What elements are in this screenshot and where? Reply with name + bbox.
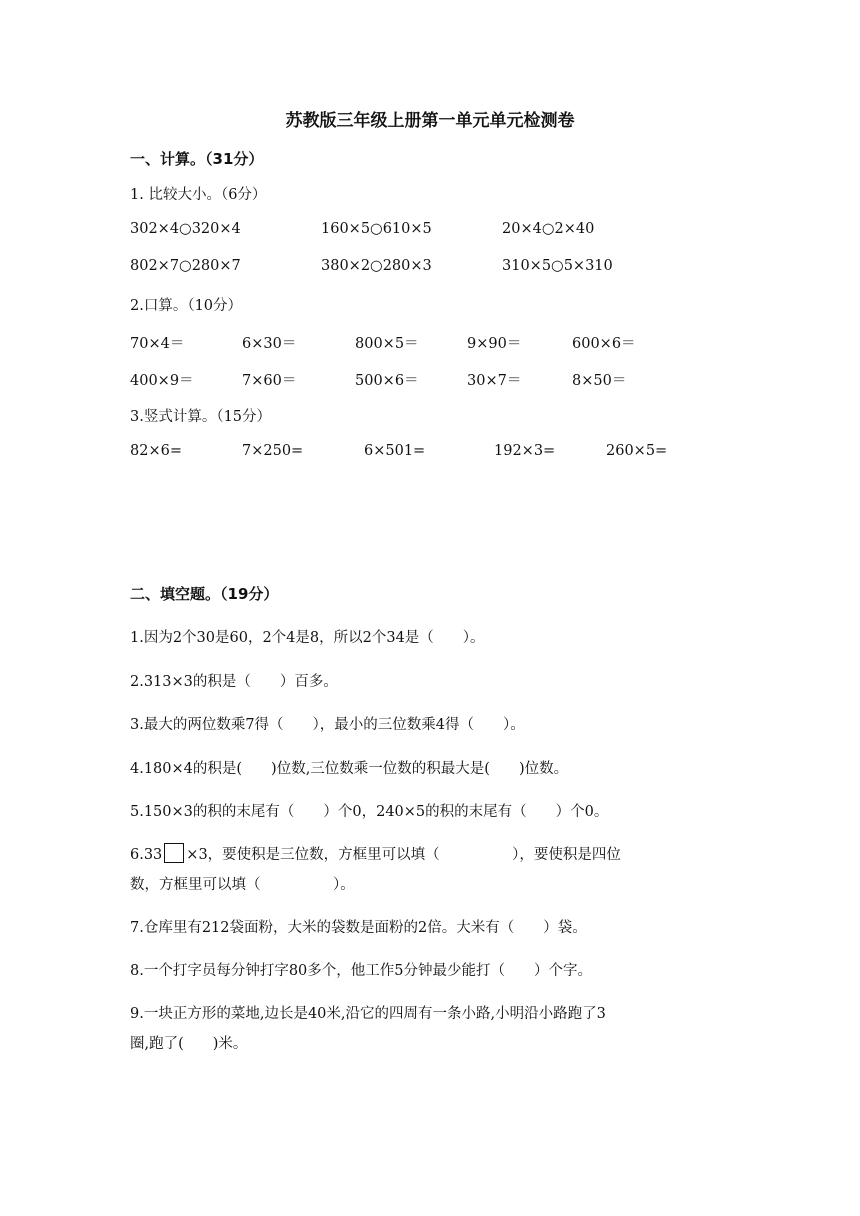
compare-item: 310×5○5×310 [502, 258, 613, 274]
fill-item-5: 5.150×3的积的末尾有（ ）个0，240×5的积的末尾有（ ）个0。 [130, 804, 609, 820]
vertical-calc-item: 82×6= [130, 443, 182, 459]
answer-box [164, 843, 184, 863]
compare-item: 802×7○280×7 [130, 258, 241, 274]
section1-heading: 一、计算。（31分） [130, 150, 264, 168]
fill-item-2: 2.313×3的积是（ ）百多。 [130, 674, 338, 690]
fill-item-6-rest: ×3，要使积是三位数，方框里可以填（ ），要使积是四位 [186, 847, 621, 863]
section2-heading: 二、填空题。（19分） [130, 585, 279, 603]
compare-item: 302×4○320×4 [130, 221, 241, 237]
fill-item-6-line2: 数，方框里可以填（ ）。 [130, 877, 355, 893]
vertical-calc-item: 7×250= [242, 443, 304, 459]
compare-item: 160×5○610×5 [321, 221, 432, 237]
mental-item: 400×9＝ [130, 373, 194, 389]
vertical-calc-item: 192×3= [494, 443, 556, 459]
vertical-calc-item: 260×5= [606, 443, 668, 459]
mental-item: 6×30＝ [242, 336, 297, 352]
fill-item-9-line1: 9.一块正方形的菜地,边长是40米,沿它的四周有一条小路,小明沿小路跑了3 [130, 1006, 606, 1022]
fill-item-9-line2: 圈,跑了( )米。 [130, 1036, 248, 1052]
mental-item: 9×90＝ [467, 336, 522, 352]
fill-item-3: 3.最大的两位数乘7得（ ），最小的三位数乘4得（ ）。 [130, 717, 525, 733]
fill-item-6-line1 [130, 843, 621, 864]
mental-item: 7×60＝ [242, 373, 297, 389]
fill-item-8: 8.一个打字员每分钟打字80多个，他工作5分钟最少能打（ ）个字。 [130, 963, 593, 979]
q3-label: 3.竖式计算。（15分） [130, 409, 272, 425]
fill-item-4: 4.180×4的积是( )位数,三位数乘一位数的积最大是( )位数。 [130, 761, 569, 777]
vertical-calc-item: 6×501= [364, 443, 426, 459]
mental-item: 800×5＝ [355, 336, 419, 352]
mental-item: 500×6＝ [355, 373, 419, 389]
mental-item: 70×4＝ [130, 336, 185, 352]
mental-item: 30×7＝ [467, 373, 522, 389]
mental-item: 600×6＝ [572, 336, 636, 352]
q1-label: 1. 比较大小。（6分） [130, 187, 267, 203]
compare-item: 380×2○280×3 [321, 258, 432, 274]
fill-item-7: 7.仓库里有212袋面粉，大米的袋数是面粉的2倍。大米有（ ）袋。 [130, 920, 587, 936]
fill-item-1: 1.因为2个30是60，2个4是8，所以2个34是（ ）。 [130, 630, 485, 646]
fill-item-6-prefix: 6.33 [130, 847, 163, 863]
mental-item: 8×50＝ [572, 373, 627, 389]
page-title: 苏教版三年级上册第一单元单元检测卷 [285, 111, 575, 131]
compare-item: 20×4○2×40 [502, 221, 595, 237]
q2-label: 2.口算。（10分） [130, 298, 243, 314]
